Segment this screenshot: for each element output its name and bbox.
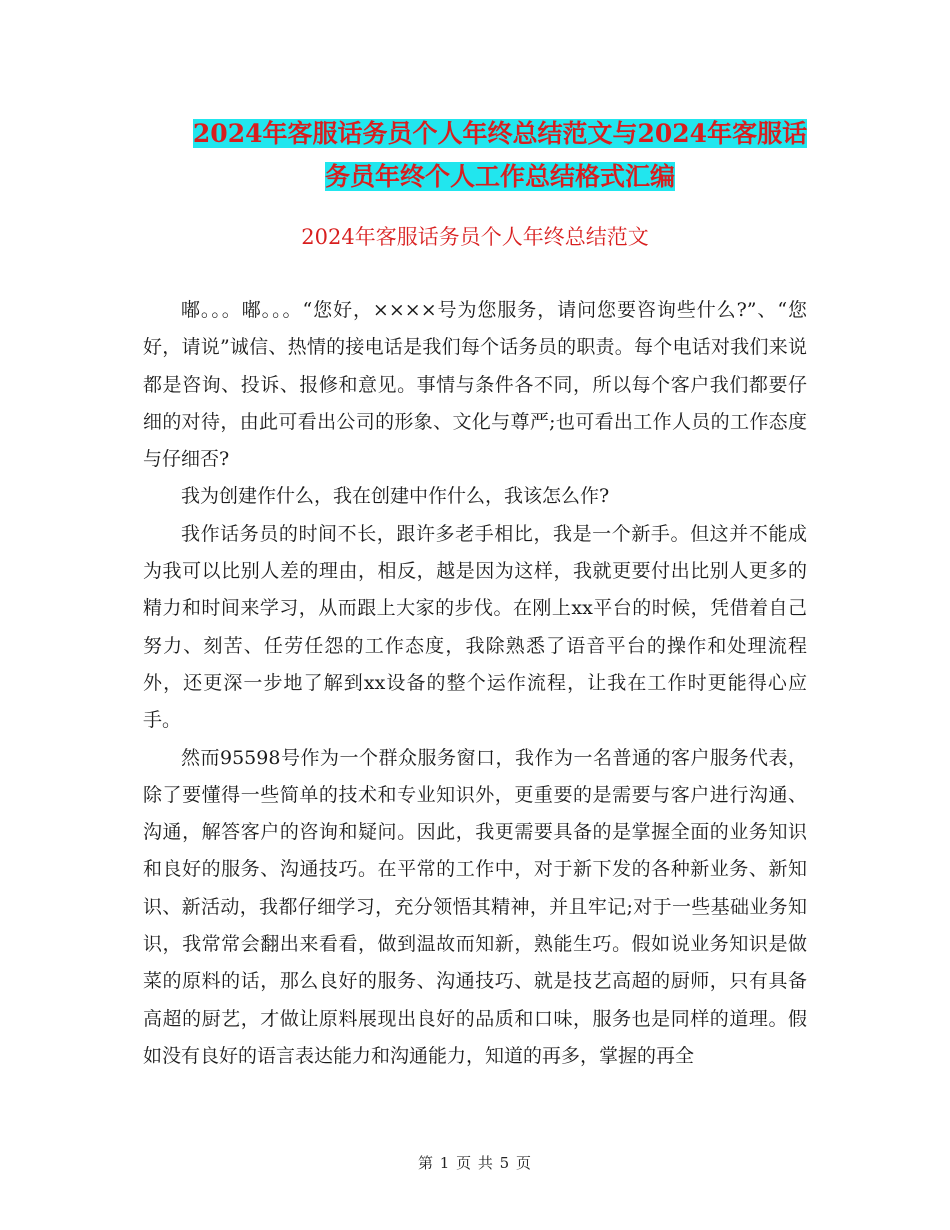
paragraph: 然而95598号作为一个群众服务窗口，我作为一名普通的客户服务代表，除了要懂得一些简单的技术和专业知识外，更重要的是需要与客户进行沟通、沟通，解答客户的咨询和疑问。因此，我更需要具备的是掌握全面的业务知识和良好的服务、沟通技巧。在平常的工作中，对于新下发的各种新业务、新知识、新活动，我都仔细学习，充分领悟其精神，并且牢记;对于一些基础业务知识，我常常会翻出来看看，做到温故而知新，熟能生巧。假如说业务知识是做菜的原料的话，那么良好的服务、沟通技巧、就是技艺高超的厨师，只有具备高超的厨艺，才做让原料展现出良好的品质和口味，服务也是同样的道理。假如没有良好的语言表达能力和沟通能力，知道的再多，掌握的再全 <box>143 746 807 1067</box>
paragraph: 嘟。。。嘟。。。“您好，××××号为您服务，请问您要咨询些什么?”、“您好，请说”诚信、热情的接电话是我们每个话务员的职责。每个电话对我们来说都是咨询、投诉、报修和意见。事情与条件各不同，所以每个客户我们都要仔细的对待，由此可看出公司的形象、文化与尊严;也可看出工作人员的工作态度与仔细否? <box>143 299 807 471</box>
paragraph: 我为创建作什么，我在创建中作什么，我该怎么作? <box>181 485 610 508</box>
section-subtitle: 2024年客服话务员个人年终总结范文 <box>301 225 649 249</box>
title-line-2: 务员年终个人工作总结格式汇编 <box>324 162 675 191</box>
document-title <box>140 112 860 198</box>
document-body <box>143 292 807 1075</box>
paragraph: 我作话务员的时间不长，跟许多老手相比，我是一个新手。但这并不能成为我可以比别人差的理由，相反，越是因为这样，我就更要付出比别人更多的精力和时间来学习，从而跟上大家的步伐。在刚上xx平台的时候，凭借着自己努力、刻苦、任劳任怨的工作态度，我除熟悉了语音平台的操作和处理流程外，还更深一步地了解到xx设备的整个运作流程，让我在工作时更能得心应手。 <box>143 522 807 732</box>
page-footer: 第 1 页 共 5 页 <box>418 1154 532 1172</box>
title-line-1: 2024年客服话务员个人年终总结范文与2024年客服话 <box>192 119 808 148</box>
